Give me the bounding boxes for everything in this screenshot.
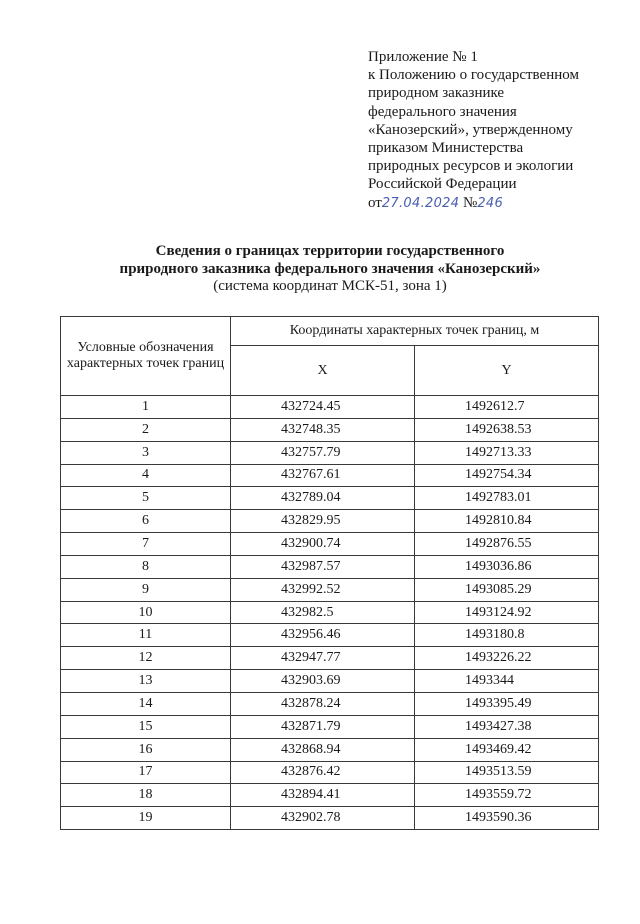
number-prefix: № <box>463 194 478 211</box>
y-coordinate: 1493469.42 <box>415 738 599 761</box>
y-coordinate: 1493124.92 <box>415 601 599 624</box>
header-x: X <box>231 346 415 396</box>
annex-line: федерального значения <box>368 103 517 120</box>
handwritten-number: 246 <box>477 195 504 211</box>
point-number: 10 <box>61 601 231 624</box>
annex-line: приказом Министерства <box>368 140 524 157</box>
x-coordinate: 432992.52 <box>231 578 415 601</box>
table-row <box>61 692 599 715</box>
x-coordinate: 432878.24 <box>231 692 415 715</box>
x-coordinate: 432987.57 <box>231 555 415 578</box>
x-coordinate: 432724.45 <box>231 396 415 419</box>
table-row <box>61 601 599 624</box>
y-coordinate: 1492810.84 <box>415 510 599 533</box>
header-y: Y <box>415 346 599 396</box>
x-coordinate: 432868.94 <box>231 738 415 761</box>
table-row <box>61 761 599 784</box>
x-coordinate: 432871.79 <box>231 715 415 738</box>
x-coordinate: 432956.46 <box>231 624 415 647</box>
table-row <box>61 647 599 670</box>
x-coordinate: 432876.42 <box>231 761 415 784</box>
table-row <box>61 533 599 556</box>
date-prefix: от <box>368 194 382 211</box>
table-row <box>61 784 599 807</box>
table-row <box>61 418 599 441</box>
handwritten-date: 27.04.2024 <box>381 195 460 211</box>
x-coordinate: 432894.41 <box>231 784 415 807</box>
y-coordinate: 1492713.33 <box>415 441 599 464</box>
y-coordinate: 1492876.55 <box>415 533 599 556</box>
point-number: 12 <box>61 647 231 670</box>
point-number: 19 <box>61 807 231 830</box>
x-coordinate: 432767.61 <box>231 464 415 487</box>
annex-line: к Положению о государственном <box>368 67 579 84</box>
coordinates-table <box>60 316 599 830</box>
y-coordinate: 1493427.38 <box>415 715 599 738</box>
annex-line: Российской Федерации <box>368 176 517 193</box>
table-row <box>61 441 599 464</box>
x-coordinate: 432900.74 <box>231 533 415 556</box>
annex-line: «Канозерский», утвержденному <box>368 121 573 138</box>
y-coordinate: 1493559.72 <box>415 784 599 807</box>
y-coordinate: 1493036.86 <box>415 555 599 578</box>
x-coordinate: 432757.79 <box>231 441 415 464</box>
y-coordinate: 1492754.34 <box>415 464 599 487</box>
point-number: 14 <box>61 692 231 715</box>
x-coordinate: 432947.77 <box>231 647 415 670</box>
x-coordinate: 432829.95 <box>231 510 415 533</box>
point-number: 17 <box>61 761 231 784</box>
annex-line: природных ресурсов и экологии <box>368 158 574 175</box>
point-number: 4 <box>61 464 231 487</box>
y-coordinate: 1493513.59 <box>415 761 599 784</box>
point-number: 9 <box>61 578 231 601</box>
table-row <box>61 510 599 533</box>
point-number: 13 <box>61 670 231 693</box>
annex-line: природном заказнике <box>368 85 505 102</box>
annex-date-line <box>368 194 628 213</box>
point-number: 16 <box>61 738 231 761</box>
point-number: 5 <box>61 487 231 510</box>
x-coordinate: 432902.78 <box>231 807 415 830</box>
y-coordinate: 1492638.53 <box>415 418 599 441</box>
heading-line-3: (система координат МСК-51, зона 1) <box>213 278 447 294</box>
point-number: 11 <box>61 624 231 647</box>
y-coordinate: 1493180.8 <box>415 624 599 647</box>
point-number: 8 <box>61 555 231 578</box>
table-row <box>61 464 599 487</box>
table-body <box>61 396 599 830</box>
heading-line-2: природного заказника федерального значения «Канозерский» <box>119 260 541 277</box>
y-coordinate: 1493344 <box>415 670 599 693</box>
table-row <box>61 578 599 601</box>
y-coordinate: 1493590.36 <box>415 807 599 830</box>
y-coordinate: 1493226.22 <box>415 647 599 670</box>
table-row <box>61 738 599 761</box>
table-row <box>61 624 599 647</box>
annex-line: Приложение № 1 <box>368 49 478 65</box>
x-coordinate: 432789.04 <box>231 487 415 510</box>
x-coordinate: 432903.69 <box>231 670 415 693</box>
document-heading <box>60 243 600 296</box>
point-number: 15 <box>61 715 231 738</box>
point-number: 6 <box>61 510 231 533</box>
table-row <box>61 396 599 419</box>
table-row <box>61 715 599 738</box>
x-coordinate: 432982.5 <box>231 601 415 624</box>
y-coordinate: 1493395.49 <box>415 692 599 715</box>
table-row <box>61 555 599 578</box>
x-coordinate: 432748.35 <box>231 418 415 441</box>
y-coordinate: 1492612.7 <box>415 396 599 419</box>
y-coordinate: 1493085.29 <box>415 578 599 601</box>
table-row <box>61 487 599 510</box>
header-coordinates: Координаты характерных точек границ, м <box>231 317 599 346</box>
annex-header <box>368 48 628 213</box>
y-coordinate: 1492783.01 <box>415 487 599 510</box>
point-number: 2 <box>61 418 231 441</box>
header-conditional-marks: Условные обозначения характерных точек границ <box>61 317 231 396</box>
point-number: 7 <box>61 533 231 556</box>
table-row <box>61 807 599 830</box>
heading-line-1: Сведения о границах территории государственного <box>155 243 505 259</box>
point-number: 3 <box>61 441 231 464</box>
point-number: 1 <box>61 396 231 419</box>
point-number: 18 <box>61 784 231 807</box>
table-row <box>61 670 599 693</box>
